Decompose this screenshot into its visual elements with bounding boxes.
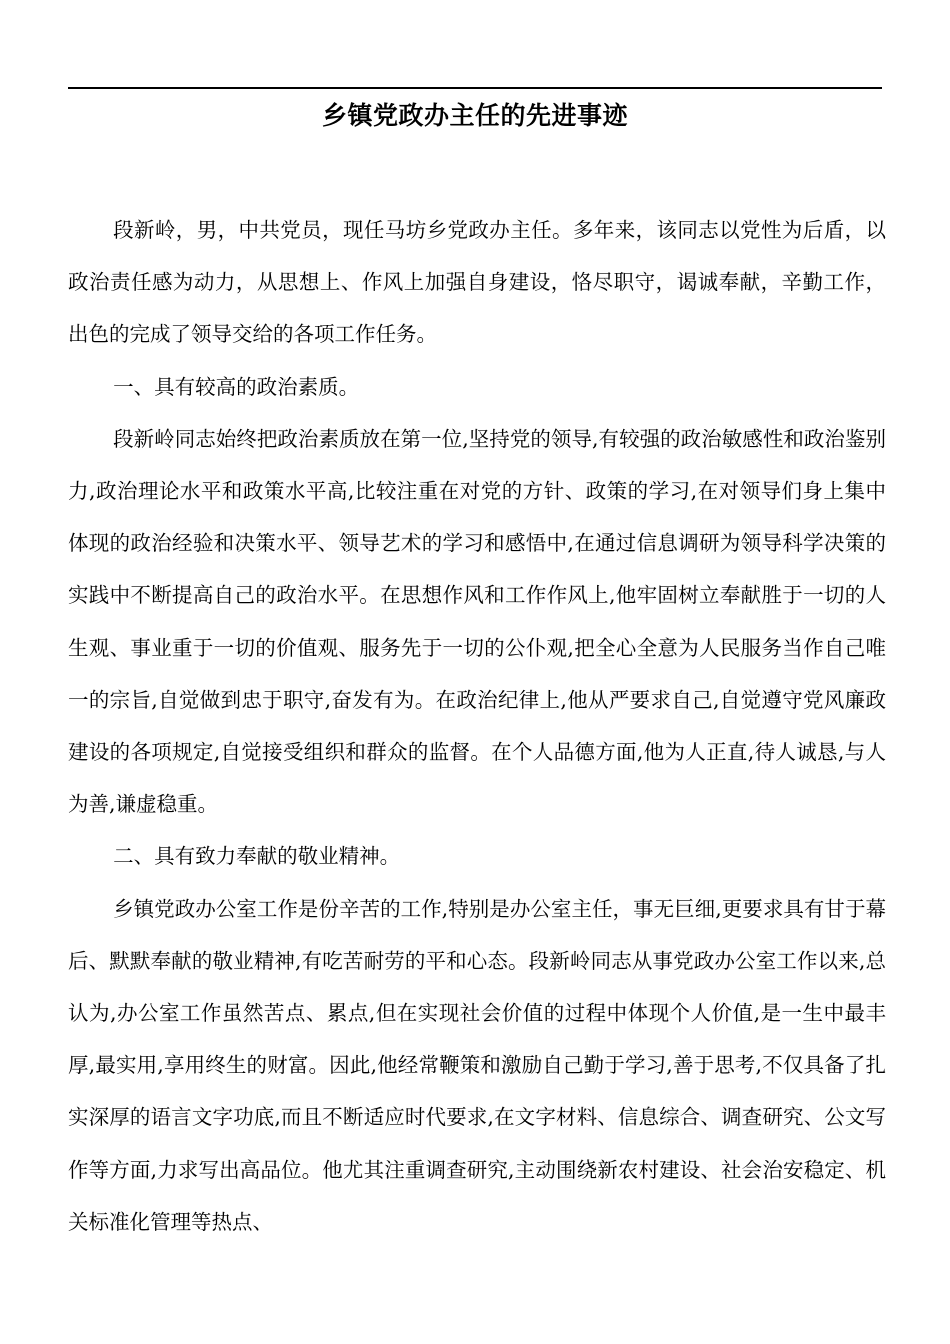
intro-paragraph: 段新岭，男，中共党员，现任马坊乡党政办主任。多年来，该同志以党性为后盾，以政治责任感为动力，从思想上、作风上加强自身建设，恪尽职守，谒诚奉献，辛勤工作，出色的完成了领导交给的各项工作任务。 <box>68 218 886 347</box>
section-heading-1: 一、具有较高的政治素质。 <box>113 374 360 399</box>
document-title: 乡镇党政办主任的先进事迹 <box>321 101 628 130</box>
section-heading-2: 二、具有致力奉献的敬业精神。 <box>113 844 401 869</box>
body-paragraph: 乡镇党政办公室工作是份辛苦的工作,特别是办公室主任，事无巨细,更要求具有甘于幕后、默默奉献的敬业精神,有吃苦耐劳的平和心态。段新岭同志从事党政办公室工作以来,总认为,办公室工作虽然苦点、累点,但在实现社会价值的过程中体现个人价值,是一生中最丰厚,最实用,享用终生的财富。因此,他经常鞭策和激励自己勤于学习,善于思考,不仅具备了扎实深厚的语言文字功底,而且不断适应时代要求,在文字材料、信息综合、调查研究、公文写作等方面,力求写出高品位。他尤其注重调查研究,主动围绕新农村建设、社会治安稳定、机关标准化管理等热点、 <box>68 896 886 1234</box>
body-paragraph: 段新岭同志始终把政治素质放在第一位,坚持党的领导,有较强的政治敏感性和政治鉴别力,政治理论水平和政策水平高,比较注重在对党的方针、政策的学习,在对领导们身上集中体现的政治经验和决策水平、领导艺术的学习和感悟中,在通过信息调研为领导科学决策的实践中不断提高自己的政治水平。在思想作风和工作作风上,他牢固树立奉献胜于一切的人生观、事业重于一切的价值观、服务先于一切的公仆观,把全心全意为人民服务当作自己唯一的宗旨,自觉做到忠于职守,奋发有为。在政治纪律上,他从严要求自己,自觉遵守党风廉政建设的各项规定,自觉接受组织和群众的监督。在个人品德方面,他为人正直,待人诚恳,与人为善,谦虚稳重。 <box>68 426 886 817</box>
document-body <box>68 204 886 1248</box>
header-rule <box>68 87 882 89</box>
